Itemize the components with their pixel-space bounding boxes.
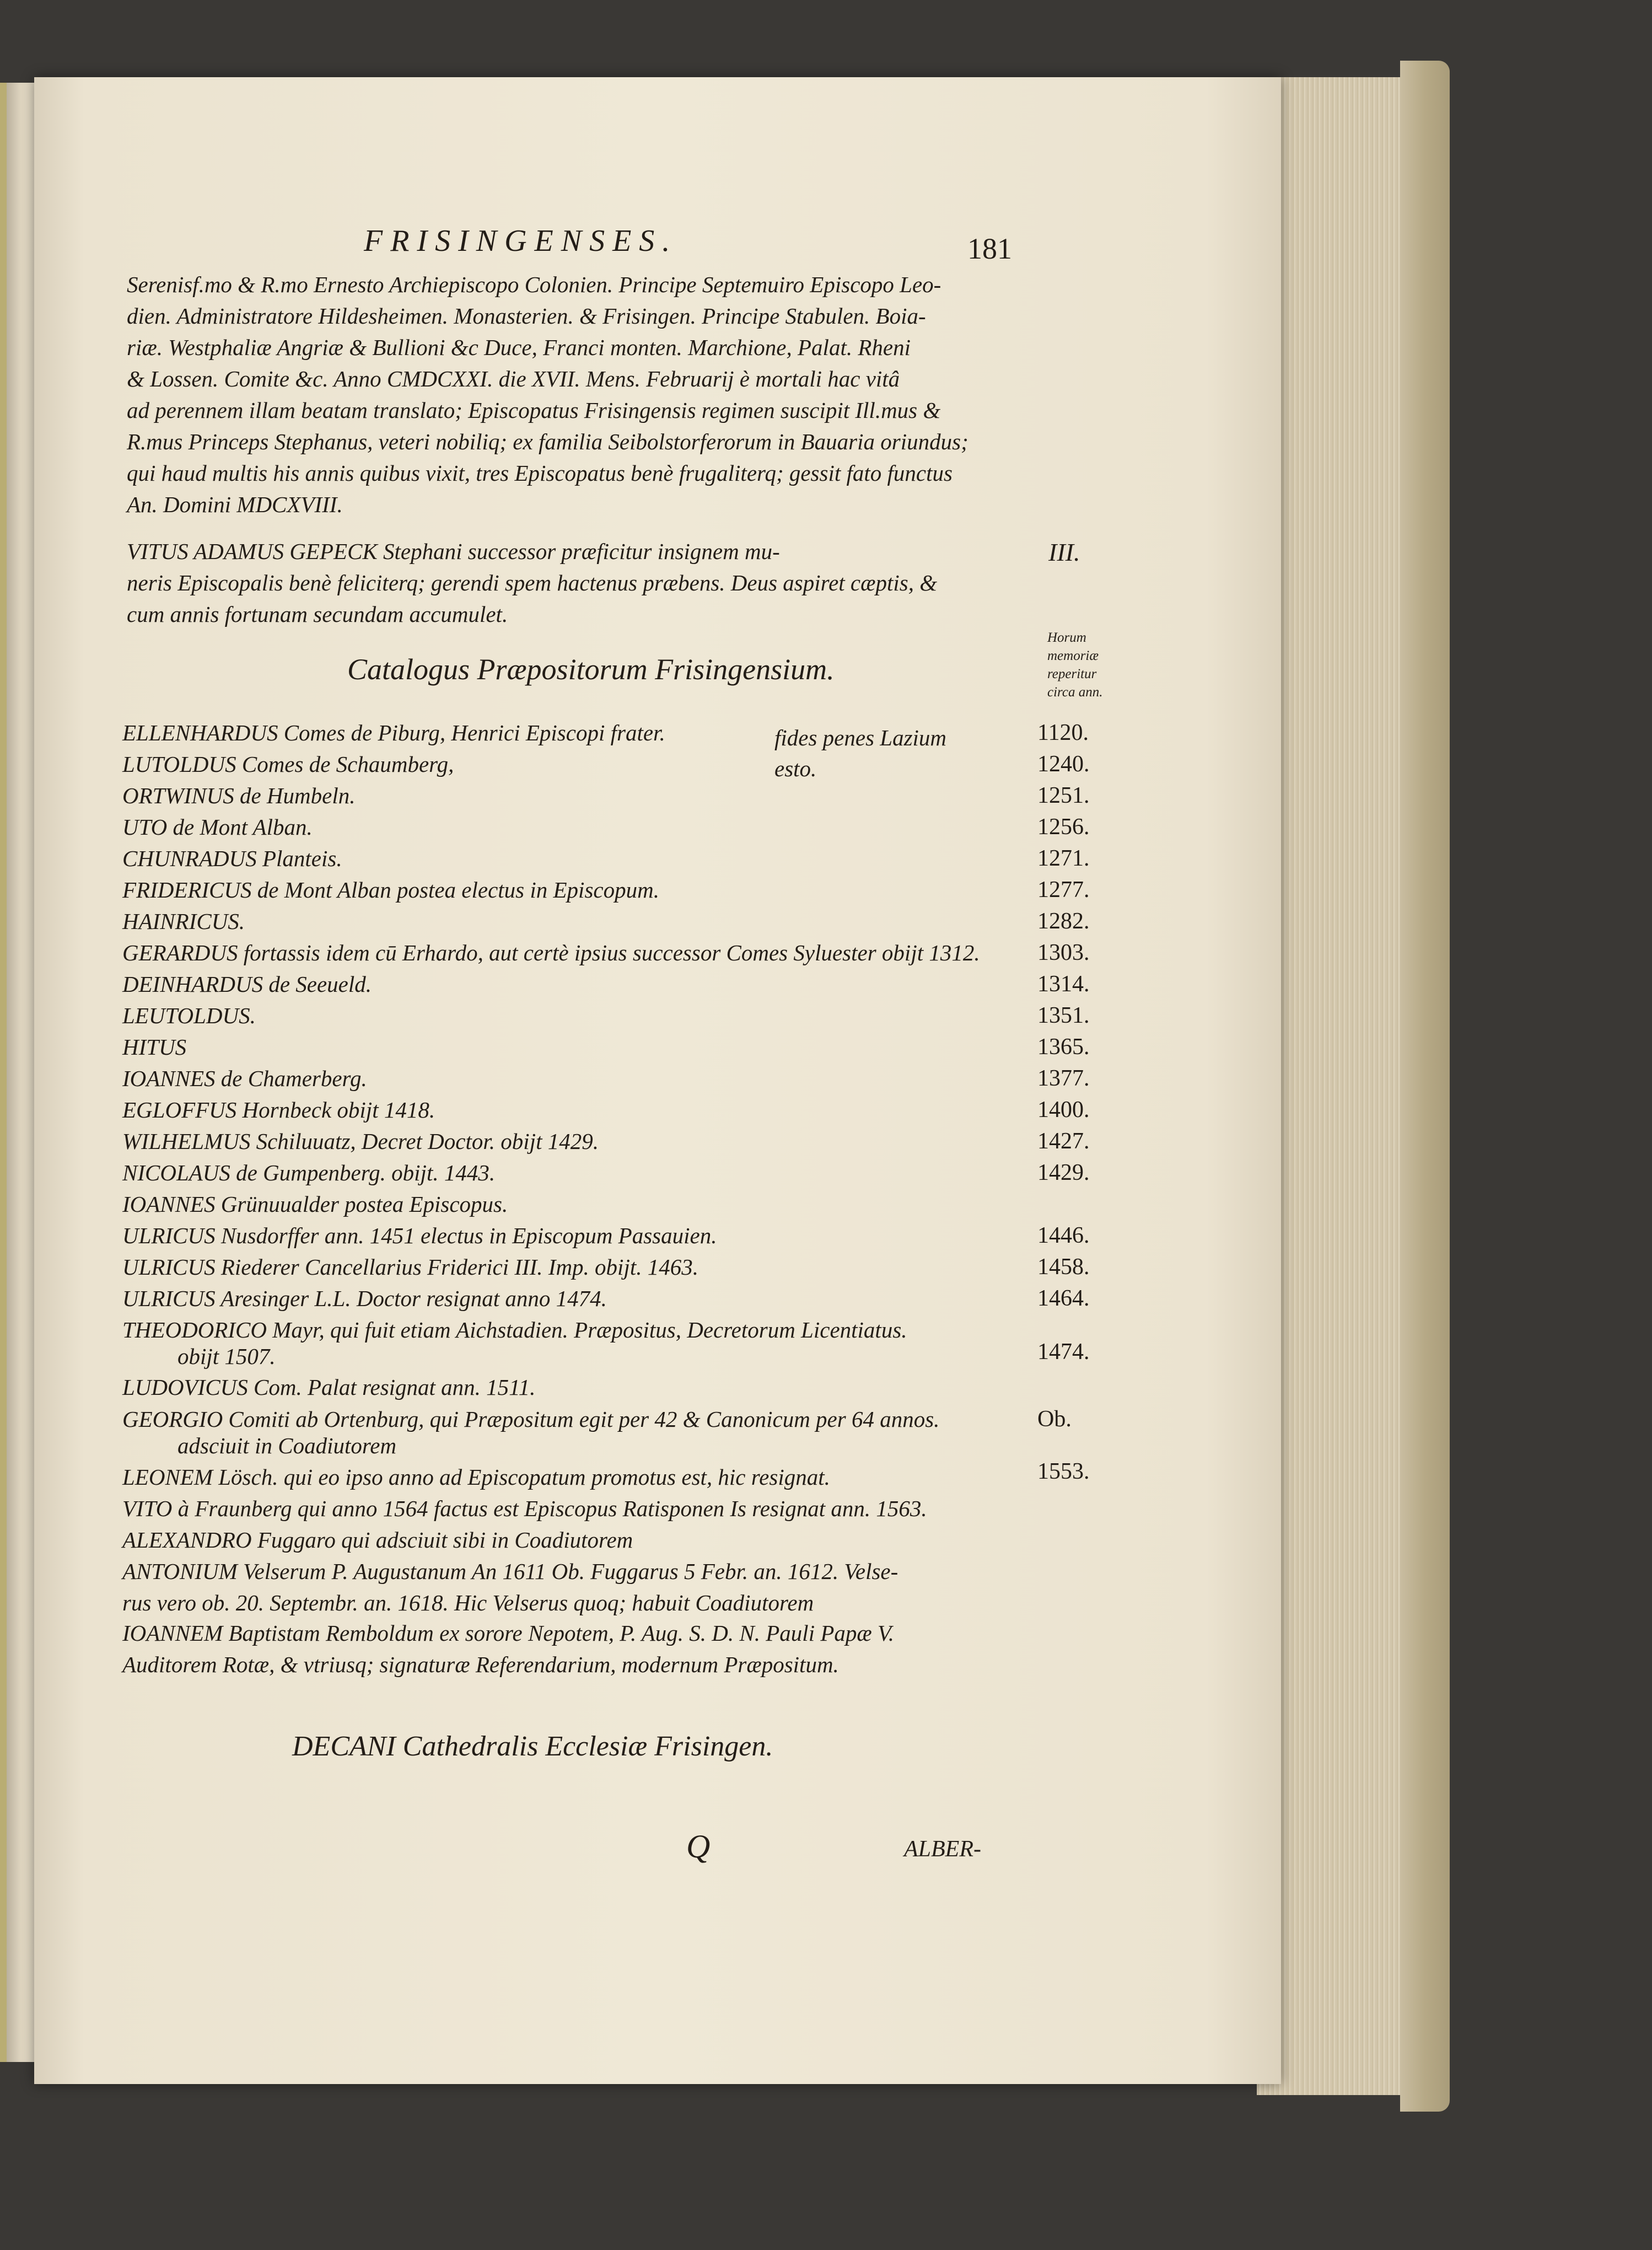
provost-year: 1464. — [1037, 1286, 1090, 1311]
provost-name: THEODORICO Mayr, qui fuit etiam Aichstadien. Præpositus, Decretorum Licentiatus. — [122, 1317, 907, 1343]
provost-row — [122, 1527, 1148, 1558]
provost-row — [122, 1374, 1148, 1405]
intro-line: & Lossen. Comite &c. Anno CMDCXXI. die XVII. Mens. Februarij è mortali hac vitâ — [127, 366, 900, 391]
running-header: FRISINGENSES. — [364, 224, 678, 258]
provost-year: 1458. — [1037, 1254, 1090, 1280]
provost-row — [122, 1191, 1148, 1222]
intro-line: qui haud multis his annis quibus vixit, tres Episcopatus benè frugaliterq; gessit fato functus — [127, 460, 953, 486]
provost-row — [122, 1590, 1148, 1620]
provost-year: 1400. — [1037, 1097, 1090, 1123]
provost-year: 1377. — [1037, 1066, 1090, 1091]
provost-name: ELLENHARDUS Comes de Piburg, Henrici Episcopi frater. — [122, 720, 665, 745]
catchword: ALBER- — [904, 1836, 981, 1862]
provost-row — [122, 908, 1148, 939]
provost-name-continuation: obijt 1507. — [177, 1344, 276, 1369]
vitus-line: neris Episcopalis benè feliciterq; gerendi spem hactenus præbens. Deus aspiret cæptis, & — [127, 570, 938, 595]
vitus-paragraph — [127, 536, 1058, 630]
provost-row — [122, 1222, 1148, 1253]
year-header-line: Horum — [1047, 630, 1086, 645]
provost-year: 1553. — [1037, 1459, 1090, 1484]
provost-row — [122, 1159, 1148, 1190]
intro-line: riæ. Westphaliæ Angriæ & Bullioni &c Duce, Franci monten. Marchione, Palat. Rheni — [127, 335, 911, 360]
provost-year: 1282. — [1037, 909, 1090, 934]
provost-row — [122, 1459, 1148, 1495]
section-title: DECANI Cathedralis Ecclesiæ Frisingen. — [292, 1731, 773, 1762]
provost-row — [122, 782, 1148, 813]
provost-name: ULRICUS Riederer Cancellarius Friderici III. Imp. obijt. 1463. — [122, 1254, 698, 1280]
provost-name: NICOLAUS de Gumpenberg. obijt. 1443. — [122, 1160, 496, 1185]
provost-row — [122, 1002, 1148, 1033]
provost-name: LUDOVICUS Com. Palat resignat ann. 1511. — [122, 1374, 536, 1400]
provost-year: 1303. — [1037, 940, 1090, 965]
provost-year: 1429. — [1037, 1160, 1090, 1185]
provost-row — [122, 845, 1148, 876]
provost-row — [122, 719, 1148, 750]
provost-row — [122, 1406, 1148, 1458]
year-header-line: reperitur — [1047, 667, 1097, 681]
vitus-ordinal: III. — [1048, 538, 1080, 566]
provost-year: 1271. — [1037, 846, 1090, 871]
intro-paragraph — [127, 269, 1058, 520]
provost-year: Ob. — [1037, 1406, 1072, 1432]
provost-name: Auditorem Rotæ, & vtriusq; signaturæ Referendarium, modernum Præpositum. — [122, 1652, 839, 1677]
provost-name: IOANNES Grünuualder postea Episcopus. — [122, 1191, 508, 1217]
provost-name: FRIDERICUS de Mont Alban postea electus in Episcopum. — [122, 877, 659, 903]
book-cover-edge — [1400, 61, 1450, 2112]
provost-name: GEORGIO Comiti ab Ortenburg, qui Præpositum egit per 42 & Canonicum per 64 annos. — [122, 1406, 940, 1432]
provost-name: LUTOLDUS Comes de Schaumberg, — [122, 751, 454, 777]
provost-name: UTO de Mont Alban. — [122, 814, 313, 840]
provost-name: CHUNRADUS Planteis. — [122, 846, 342, 871]
provost-name: ANTONIUM Velserum P. Augustanum An 1611 Ob. Fuggarus 5 Febr. an. 1612. Velse- — [122, 1559, 898, 1584]
provost-name-continuation: adsciuit in Coadiutorem — [177, 1433, 397, 1458]
vitus-line: cum annis fortunam secundam accumulet. — [127, 602, 508, 627]
provost-row — [122, 814, 1148, 845]
provost-row — [122, 1065, 1148, 1096]
provost-name: LEONEM Lösch. qui eo ipso anno ad Episcopatum promotus est, hic resignat. — [122, 1464, 830, 1490]
left-cover-band — [0, 83, 7, 2062]
intro-line: R.mus Princeps Stephanus, veteri nobiliq; ex familia Seibolstorferorum in Bauaria oriundus; — [127, 429, 968, 454]
provost-year: 1120. — [1037, 720, 1089, 745]
provost-year: 1277. — [1037, 877, 1090, 903]
year-column-header — [1047, 629, 1130, 701]
intro-line: dien. Administratore Hildesheimen. Monasterien. & Frisingen. Principe Stabulen. Boia- — [127, 303, 926, 329]
year-header-line: memoriæ — [1047, 648, 1099, 663]
intro-line: ad perennem illam beatam translato; Episcopatus Frisingensis regimen suscipit Ill.mus & — [127, 398, 941, 423]
provost-row — [122, 1034, 1148, 1065]
intro-line: Serenisf.mo & R.mo Ernesto Archiepiscopo Colonien. Principe Septemuiro Episcopo Leo- — [127, 272, 941, 297]
provost-row — [122, 939, 1148, 970]
provost-year: 1427. — [1037, 1129, 1090, 1154]
provost-year: 1446. — [1037, 1223, 1090, 1248]
provost-year: 1365. — [1037, 1034, 1090, 1060]
catalog-title: Catalogus Præpositorum Frisingensium. — [347, 653, 835, 686]
provost-row — [122, 1254, 1148, 1285]
provost-row — [122, 751, 1148, 782]
provost-name: ULRICUS Nusdorffer ann. 1451 electus in Episcopum Passauien. — [122, 1223, 717, 1248]
provost-name: WILHELMUS Schiluuatz, Decret Doctor. obijt 1429. — [122, 1129, 599, 1154]
provost-row — [122, 1495, 1148, 1526]
provost-name: HITUS — [122, 1034, 187, 1060]
provost-year: 1251. — [1037, 783, 1090, 808]
provost-year: 1314. — [1037, 971, 1090, 997]
provost-name: GERARDUS fortassis idem cū Erhardo, aut certè ipsius successor Comes Syluester obijt 1312. — [122, 940, 980, 965]
provost-name: HAINRICUS. — [122, 909, 245, 934]
provost-year: 1256. — [1037, 814, 1090, 840]
provost-name: ULRICUS Aresinger L.L. Doctor resignat anno 1474. — [122, 1286, 607, 1311]
provost-year: 1474. — [1037, 1339, 1090, 1365]
provost-year: 1240. — [1037, 751, 1090, 777]
signature-mark: Q — [686, 1828, 711, 1865]
provost-row — [122, 1097, 1148, 1127]
provost-row — [122, 971, 1148, 1002]
provost-row — [122, 1620, 1148, 1651]
provost-name: IOANNES de Chamerberg. — [122, 1066, 367, 1091]
page-number: 181 — [967, 232, 1012, 265]
year-header-line: circa ann. — [1047, 685, 1103, 700]
provost-row — [122, 1651, 1148, 1682]
provost-name: ORTWINUS de Humbeln. — [122, 783, 356, 808]
provost-name: rus vero ob. 20. Septembr. an. 1618. Hic Velserus quoq; habuit Coadiutorem — [122, 1590, 814, 1615]
provost-name: VITO à Fraunberg qui anno 1564 factus est Episcopus Ratisponen Is resignat ann. 1563. — [122, 1496, 927, 1521]
provost-name: LEUTOLDUS. — [122, 1003, 256, 1028]
provost-row — [122, 877, 1148, 907]
provost-name: IOANNEM Baptistam Remboldum ex sorore Nepotem, P. Aug. S. D. N. Pauli Papæ V. — [122, 1620, 894, 1646]
vitus-line: VITUS ADAMUS GEPECK Stephani successor præficitur insignem mu- — [127, 539, 780, 564]
provost-name: EGLOFFUS Hornbeck obijt 1418. — [122, 1097, 435, 1123]
brace-note-line: esto. — [774, 756, 817, 781]
provost-name: DEINHARDUS de Seeueld. — [122, 971, 372, 997]
provost-row — [122, 1317, 1148, 1369]
provost-year: 1351. — [1037, 1003, 1090, 1028]
provost-row — [122, 1558, 1148, 1589]
provost-name: ALEXANDRO Fuggaro qui adsciuit sibi in Coadiutorem — [122, 1527, 633, 1553]
provost-row — [122, 1285, 1148, 1316]
provost-row — [122, 1128, 1148, 1159]
intro-line: An. Domini MDCXVIII. — [127, 492, 343, 517]
brace-note-line: fides penes Lazium — [774, 725, 947, 750]
